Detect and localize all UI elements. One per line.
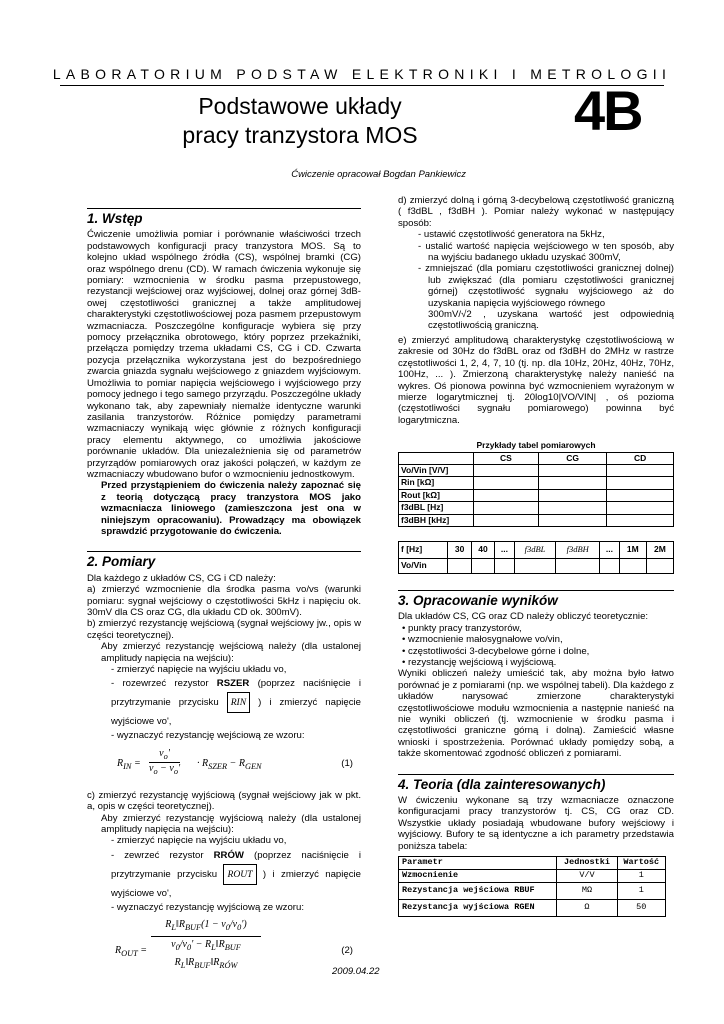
freq-cell: f [Hz] [399, 541, 448, 558]
buffer-unit: Ω [557, 900, 617, 917]
buffer-unit: V/V [557, 870, 617, 883]
gain-label: Vo/Vin [399, 558, 448, 573]
list-item: • częstotliwości 3-decybelowe górne i dolne, [402, 645, 590, 657]
equation-1-number: (1) [341, 757, 353, 769]
buffer-value: 1 [617, 870, 666, 883]
results-paragraph: Wyniki obliczeń należy umieścić tak, aby można było łatwo porównać je z pomiarami (np. we wspólnej tabeli). Dla każdego z układów narysować zmierzone charakterystyki częstotliwościowe modułu wzmocnienia a następnie nanieść na nie wyniki obliczeń (tj. wzmocnienie w środku pasma i częstotliwości graniczne górną i dolną). Zamieścić własne wnioski i spostrzeżenia. Porównać układy pomiędzy sobą, a także skomentować zgodność obliczeń z pomiarami. [398, 668, 674, 760]
equation-1: $R_{IN}$ = $\frac{v_o'}{v_o - v_o'}$ · $R_{SZER} - R_{GEN}$ (1) [117, 747, 353, 777]
intro-paragraph: Ćwiczenie umożliwia pomiar i porównanie właściwości trzech podstawowych konfiguracji pracy tranzystora MOS. Są to kolejno układ wspólnego źródła (CS), wspólnej bramki (CG) oraz wspólnego drenu (CD). W ramach ćwiczenia wykonuje się pomiary: wzmocnienia w środku pasma przepustowego, rezystancji wejściowej oraz wyjściowej, dolnej oraz górnej 3dB-owej częstotliwości granicznej a także amplitudowej charakterystyki częstotliwościowej poza pasmem przepustowym wzmacniacza. Poszczególne konfiguracje wybiera się przy pomocy przełącznika obrotowego, który poprzez przekaźniki, przełącza pomiędzy trzema układami CS, CG i CD. Czwarta pozycja przełącznika wykorzystana jest do bezpośredniego zwarcia gniazda sygnału wejściowego z gniazdem wyjściowym. Umożliwia to pomiar napięcia wejściowego i wyjściowego przy pomocy jednego i tego samego przyrządu. Poszczególne układy wykonano tak, aby zapewniały niemalże identyczne warunki zasilania tranzystorów. Różnice pomiędzy parametrami wzmacniaczy wynikają więc głównie z różnych konfiguracji pracy elementu aktywnego, co umożliwia jakościowe porównanie układów. Dla uniezależnienia się od parametrów przyrządów pomiarowych oraz jakości połączeń, w każdym ze wzmacniaczy wbudowano bufor o wzmocnieniu jednostkowym. [87, 229, 361, 480]
table-row [399, 870, 666, 883]
left-column [87, 208, 361, 991]
table-row [399, 489, 674, 501]
rin-button-symbol: RIN [227, 692, 250, 713]
results-col-empty [399, 452, 474, 464]
results-header-row [399, 452, 674, 464]
freq-cell: ... [600, 541, 620, 558]
freq-cell: f3dBH [556, 541, 600, 558]
table-row [399, 900, 666, 917]
measure-b-intro: Aby zmierzyć rezystancję wejściową należy (dla ustalonej amplitudy napięcia na wejściu): [101, 641, 361, 664]
lab-header: LABORATORIUM PODSTAW ELEKTRONIKI I METROLOGII [52, 66, 672, 82]
table-row [399, 883, 666, 900]
frequency-table [398, 541, 674, 574]
row-label: f3dBL [Hz] [399, 502, 474, 514]
buffer-table [398, 856, 666, 917]
tables-caption: Przykłady tabel pomiarowych [476, 440, 596, 451]
list-item: • punkty pracy tranzystorów, [402, 622, 522, 634]
buffer-unit: MΩ [557, 883, 617, 900]
measure-d-step3: - zmniejszać (dla pomiaru częstotliwości granicznej dolnej) lub zwiększać (dla pomiaru częstotliwości granicznej górnej) częstotliwość sygnału wyjściowego aż do uzyskania napięcia wyjściowego równego [418, 263, 674, 309]
measure-c-step3: - wyznaczyć rezystancję wyjściową ze wzoru: [111, 901, 304, 913]
row-label: Rin [kΩ] [399, 477, 474, 489]
gain-row [399, 558, 674, 573]
section-1-title: 1. Wstęp [87, 208, 361, 224]
freq-cell: 2M [646, 541, 673, 558]
table-row [399, 502, 674, 514]
measure-c-step2: - zewrzeć rezystor RRÓW (poprzez naciśnięcie i przytrzymanie przycisku ROUT ) i zmierzyć napięcie wyjściowe vo', [111, 849, 361, 899]
rout-button-symbol: ROUT [223, 864, 256, 885]
measure-d-step2: - ustalić wartość napięcia wejściowego w ten sposób, aby na wyjściu badanego układu uzyskać 300mV, [418, 240, 674, 264]
equation-2: $R_{OUT}$ = $R_L‖R_{BUF}(1 - v_0/v_0')$ $v_0/v_0'$ − $R_L‖R_{BUF}$ $R_L‖R_{BUF}‖R_{RÓW}$ (2) [115, 919, 353, 971]
freq-cell: 1M [619, 541, 646, 558]
title-line-1: Podstawowe układy [198, 93, 402, 119]
rszer-label: RSZER [216, 678, 250, 690]
buffer-header-row [399, 857, 666, 870]
section-3-title: 3. Opracowanie wyników [398, 590, 674, 606]
measure-a: a) zmierzyć wzmocnienie dla środka pasma vo/vs (warunki pomiaru: sygnał wejściowy o częstotliwości 5kHz i napięciu ok. 30mV dla CS oraz CG, dla układu CD ok. 300mV). [87, 584, 361, 618]
frequency-row [399, 541, 674, 558]
buffer-value: 1 [617, 883, 666, 900]
freq-cell: 40 [471, 541, 494, 558]
freq-cell: 30 [448, 541, 471, 558]
exercise-badge: 4B [574, 79, 642, 142]
row-label: Rout [kΩ] [399, 489, 474, 501]
measure-d-step3b: 300mV/√2 , uzyskana wartość jest odpowiednią częstotliwością graniczną. [428, 309, 674, 332]
measure-d-step1: - ustawić częstotliwość generatora na 5kHz, [418, 229, 605, 241]
buffer-param: Rezystancja wyjściowa RGEN [399, 900, 557, 917]
results-table [398, 452, 674, 527]
measure-b: b) zmierzyć rezystancję wejściową (sygnał wejściowy jw., opis w części teoretycznej). [87, 618, 361, 641]
results-col-cs: CS [474, 452, 539, 464]
section-2-title: 2. Pomiary [87, 551, 361, 567]
footer-date: 2009.04.22 [332, 966, 380, 977]
measure-c: c) zmierzyć rezystancję wyjściową (sygnał wejściowy jak w pkt. a, opis w części teoretycznej). [87, 789, 361, 813]
title-line-2: pracy tranzystora MOS [182, 122, 418, 148]
theory-paragraph: W ćwiczeniu wykonane są trzy wzmacniacze oznaczone konfiguracjami pracy tranzystorów tj. CS, CG oraz CD. Wszystkie układy posiadają wbudowane bufory wejściowy i wyjściowy. Bufory te są identyczne a ich parametry przedstawia poniższa tabela: [398, 795, 674, 852]
measure-c-step1: - zmierzyć napięcie na wyjściu układu vo, [111, 835, 287, 847]
freq-cell: f3dBL [514, 541, 556, 558]
list-item: • wzmocnienie małosygnałowe vo/vin, [402, 634, 563, 646]
measure-b-step2: - rozewrzeć rezystor RSZER (poprzez naciśnięcie i przytrzymanie przycisku RIN ) i zmierzyć napięcie wyjściowe vo', [111, 678, 362, 728]
buffer-col-unit: Jednostki [557, 857, 617, 870]
table-row [399, 477, 674, 489]
intro-warning: Przed przystąpieniem do ćwiczenia należy zapoznać się z teorią dotyczącą pracy tranzystora MOS jako wzmacniacza liniowego (zamieszczona jest ona w niniejszym opracowaniu). Prowadzący ma obowiązek sprawdzić przygotowanie do ćwiczenia. [101, 480, 361, 537]
page-title [130, 92, 470, 150]
buffer-value: 50 [617, 900, 666, 917]
table-row [399, 464, 674, 476]
table-row [399, 514, 674, 526]
section-4-title: 4. Teoria (dla zainteresowanych) [398, 774, 674, 790]
list-item: • rezystancję wejściową i wyjściową. [402, 657, 557, 668]
row-label: Vo/Vin [V/V] [399, 464, 474, 476]
freq-cell: ... [495, 541, 515, 558]
right-column [398, 195, 674, 917]
rrow-label: RRÓW [213, 849, 244, 861]
results-col-cd: CD [607, 452, 674, 464]
author-line: Ćwiczenie opracował Bogdan Pankiewicz [291, 169, 466, 180]
measure-d: d) zmierzyć dolną i górną 3-decybelową częstotliwość graniczną ( f3dBL , f3dBH ). Pomiar należy wykonać w następujący sposób: [398, 195, 674, 229]
measure-b-step3: - wyznaczyć rezystancję wejściową ze wzoru: [111, 730, 305, 742]
measure-intro: Dla każdego z układów CS, CG i CD należy: [87, 572, 276, 584]
results-col-cg: CG [538, 452, 606, 464]
results-intro: Dla układów CS, CG oraz CD należy obliczyć teoretycznie: [398, 611, 649, 623]
measure-e: e) zmierzyć amplitudową charakterystykę częstotliwościową w zakresie od 30Hz do f3dBL oraz od f3dBH do 2MHz w rastrze częstotliwości 1, 2, 4, 7, 10 (tj. np. dla 10Hz, 20Hz, 40Hz, 70Hz, 100Hz, ... ). Zmierzoną charakterystykę należy nanieść na wykres. Oś pionowa powinna być wzmocnieniem wyrażonym w mierze logarytmicznej tj. 20log10|VO/VIN| , oś pozioma (częstotliwości sygnału pomiarowego) powinna być logarytmiczna. [398, 334, 674, 426]
buffer-param: Wzmocnienie [399, 870, 557, 883]
measure-b-step1: - zmierzyć napięcie na wyjściu układu vo, [111, 664, 287, 676]
row-label: f3dBH [kHz] [399, 514, 474, 526]
buffer-col-param: Parametr [399, 857, 557, 870]
equation-2-number: (2) [341, 945, 353, 957]
measure-c-intro: Aby zmierzyć rezystancję wyjściową należy (dla ustalonej amplitudy napięcia na wejściu): [101, 812, 361, 836]
buffer-param: Rezystancja wejściowa RBUF [399, 883, 557, 900]
buffer-col-value: Wartość [617, 857, 666, 870]
